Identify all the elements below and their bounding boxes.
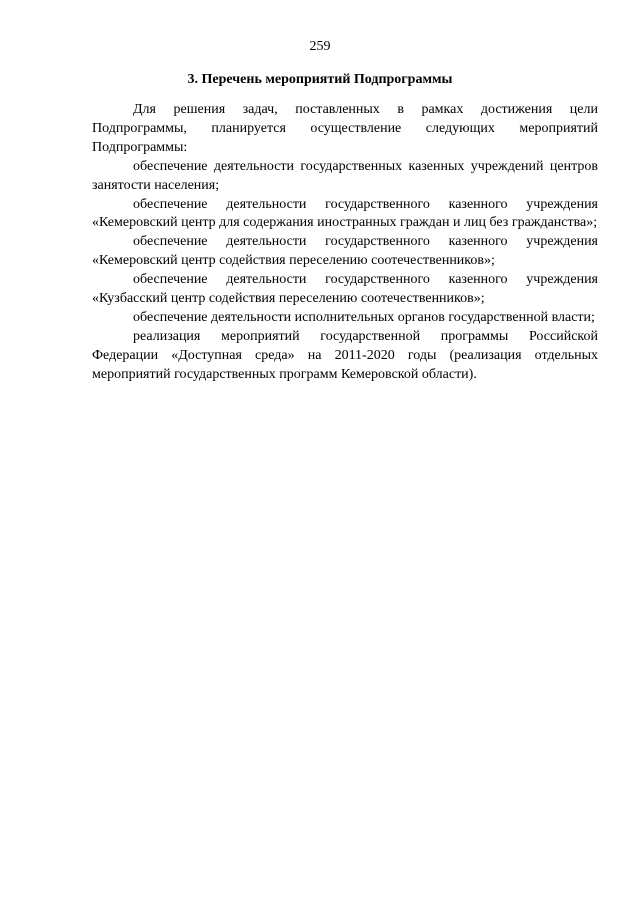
paragraph-accessible-environment: реализация мероприятий государственной программы Российской Федерации «Доступная среда» на 2011-2020 годы (реализация отдельных мероприятий государственных программ Кемеровской области). <box>92 328 598 382</box>
paragraph-intro: Для решения задач, поставленных в рамках достижения цели Подпрограммы, планируется осуществление следующих мероприятий Подпрограммы: <box>92 102 598 155</box>
paragraph-executive-bodies: обеспечение деятельности исполнительных органов государственной власти; <box>133 309 595 325</box>
paragraph-foreigners-center: обеспечение деятельности государственного казенного учреждения «Кемеровский центр для содержания иностранных граждан и лиц без гражданства»; <box>92 196 598 231</box>
paragraph-employment-centers: обеспечение деятельности государственных казенных учреждений центров занятости населения; <box>92 158 598 193</box>
page-number: 259 <box>309 39 331 54</box>
body-text <box>92 101 598 385</box>
section-heading: 3. Перечень мероприятий Подпрограммы <box>187 72 453 87</box>
paragraph-kemerovo-resettlement-center: обеспечение деятельности государственного казенного учреждения «Кемеровский центр содействия переселению соотечественников»; <box>92 234 598 269</box>
paragraph-kuzbass-resettlement-center: обеспечение деятельности государственного казенного учреждения «Кузбасский центр содействия переселению соотечественников»; <box>92 272 598 307</box>
